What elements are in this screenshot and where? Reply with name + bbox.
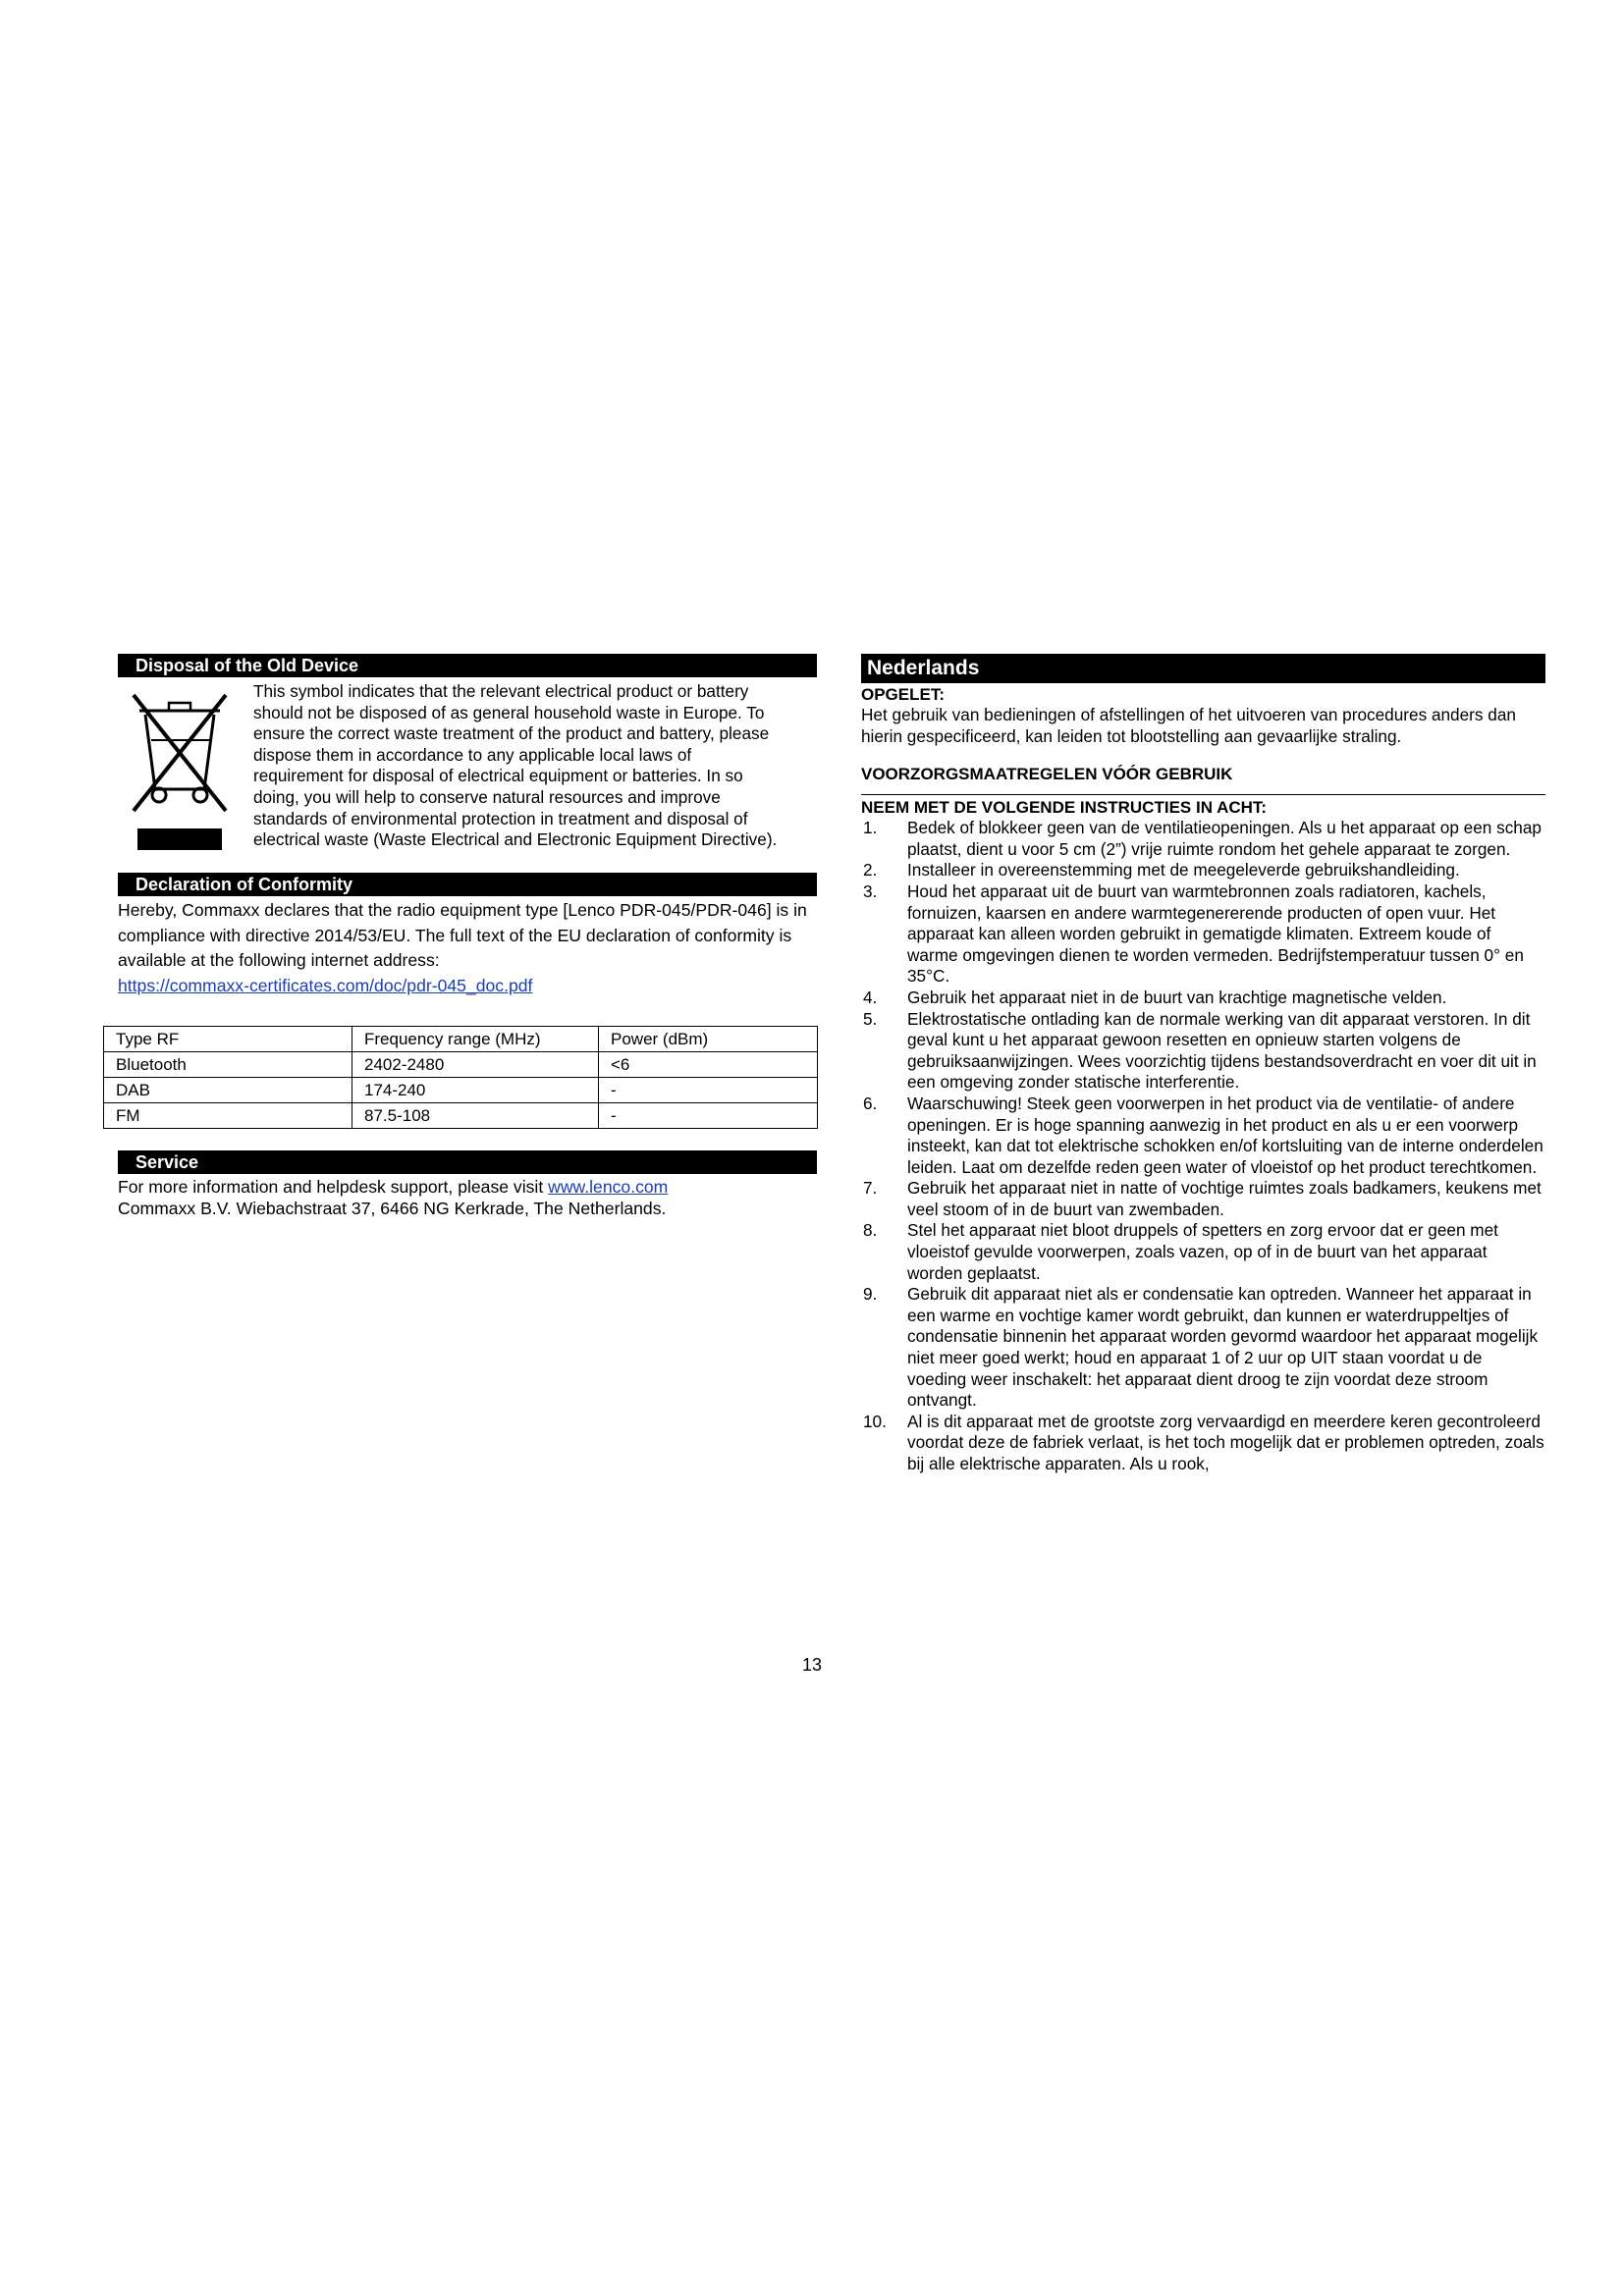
list-item-text: Gebruik dit apparaat niet als er condensatie kan optreden. Wanneer het apparaat in een warme en vochtige kamer wordt gebruikt, dan kunnen er waterdruppeltjes of condensatie binnenin het apparaat worden gevormd waardoor het apparaat mogelijk niet meer goed werkt; houd en apparaat 1 of 2 uur op UIT staan voordat u de voeding weer inschakelt: het apparaat dient droog te zijn voordat deze stroom ontvangt.: [907, 1284, 1539, 1411]
list-item-number: 2.: [863, 860, 878, 881]
table-cell: Bluetooth: [104, 1052, 352, 1078]
table-cell: 87.5-108: [352, 1103, 599, 1129]
list-item: [861, 1284, 1545, 1412]
list-item-text: Gebruik het apparaat niet in de buurt van krachtige magnetische velden.: [907, 987, 1447, 1007]
list-item: [861, 988, 1545, 1009]
declaration-body: Hereby, Commaxx declares that the radio equipment type [Lenco PDR-045/PDR-046] is in compliance with directive 2014/53/EU. The full text of the EU declaration of conformity is available at the following internet address:: [118, 900, 807, 970]
service-heading: Service: [118, 1150, 817, 1174]
list-item-number: 10.: [863, 1411, 887, 1431]
table-cell: <6: [599, 1052, 818, 1078]
list-item-text: Bedek of blokkeer geen van de ventilatieopeningen. Als u het apparaat op een schap plaatst, dient u voor 5 cm (2”) vrije ruimte rondom het gehele apparaat te zorgen.: [907, 818, 1542, 859]
list-item-text: Gebruik het apparaat niet in natte of vochtige ruimtes zoals badkamers, keukens met veel stoom of in de buurt van zwembaden.: [907, 1178, 1542, 1219]
right-column: [861, 654, 1545, 1475]
page-number: 13: [801, 1655, 823, 1675]
disposal-heading: Disposal of the Old Device: [118, 654, 817, 677]
table-cell: 2402-2480: [352, 1052, 599, 1078]
warning-heading: OPGELET:: [861, 685, 946, 704]
service-link[interactable]: www.lenco.com: [548, 1177, 669, 1197]
table-row: [104, 1052, 818, 1078]
table-header-cell: Power (dBm): [599, 1027, 818, 1052]
list-item: [861, 1220, 1545, 1284]
list-item: [861, 1412, 1545, 1475]
instructions-list: [861, 818, 1545, 1474]
list-item: [861, 1178, 1545, 1220]
table-row: [104, 1103, 818, 1129]
rf-table: [103, 1026, 818, 1129]
service-address: Commaxx B.V. Wiebachstraat 37, 6466 NG Kerkrade, The Netherlands.: [118, 1199, 667, 1218]
warning-text: Het gebruik van bedieningen of afstellingen of het uitvoeren van procedures anders dan hierin gespecificeerd, kan leiden tot blootstelling aan gevaarlijke straling.: [861, 705, 1516, 746]
list-item-text: Al is dit apparaat met de grootste zorg vervaardigd en meerdere keren gecontroleerd voordat deze de fabriek verlaat, is het toch mogelijk dat er problemen optreden, zoals bij alle elektrische apparaten. Als u rook,: [907, 1411, 1544, 1473]
list-item-text: Houd het apparaat uit de buurt van warmtebronnen zoals radiatoren, kachels, fornuizen, kaarsen en andere warmtegenererende producten of open vuur. Het apparaat kan alleen worden gebruikt in gematigde klimaten. Extreem koude of warme omgevingen dienen te worden vermeden. Bedrijfstemperatuur tussen 0° en 35°C.: [907, 881, 1524, 987]
service-body: For more information and helpdesk support, please visit: [118, 1177, 549, 1197]
list-item-text: Installeer in overeenstemming met de meegeleverde gebruikshandleiding.: [907, 860, 1460, 881]
list-item: [861, 1009, 1545, 1094]
left-column: [118, 654, 817, 1219]
list-item: [861, 1094, 1545, 1178]
declaration-text: [118, 898, 817, 998]
precautions-heading: VOORZORGSMAATREGELEN VÓÓR GEBRUIK: [861, 765, 1233, 784]
table-cell: 174-240: [352, 1078, 599, 1103]
table-header-cell: Type RF: [104, 1027, 352, 1052]
list-item-number: 6.: [863, 1093, 878, 1113]
list-item-number: 4.: [863, 987, 878, 1007]
declaration-link[interactable]: https://commaxx-certificates.com/doc/pdr-045_doc.pdf: [118, 975, 533, 995]
table-row: [104, 1078, 818, 1103]
list-item: [861, 818, 1545, 860]
list-item-text: Stel het apparaat niet bloot druppels of spetters en zorg ervoor dat er geen met vloeistof gevulde voorwerpen, zoals vazen, op of in de buurt van het apparaat worden geplaatst.: [907, 1220, 1498, 1283]
declaration-heading: Declaration of Conformity: [118, 873, 817, 896]
table-cell: -: [599, 1103, 818, 1129]
list-item-number: 5.: [863, 1008, 878, 1029]
instructions-heading: NEEM MET DE VOLGENDE INSTRUCTIES IN ACHT:: [861, 794, 1545, 818]
list-item-text: Elektrostatische ontlading kan de normale werking van dit apparaat verstoren. In dit geval kunt u het apparaat gewoon resetten en opnieuw starten volgens de gebruiksaanwijzingen. Wees voorzichtig tijdens bestandsoverdracht en voer dit uit in een omgeving zonder statische interferentie.: [907, 1008, 1537, 1093]
weee-crossed-bin-icon: [118, 681, 253, 863]
list-item-number: 7.: [863, 1178, 878, 1199]
table-header-row: [104, 1027, 818, 1052]
table-cell: -: [599, 1078, 818, 1103]
list-item-text: Waarschuwing! Steek geen voorwerpen in het product via de ventilatie- of andere openingen. Er is hoge spanning aanwezig in het product en als u er een voorwerp insteekt, kan dat tot elektrische schokken en/of kortsluiting van de interne onderdelen leiden. Laat om dezelfde reden geen water of vloeistof op het product terechtkomen.: [907, 1093, 1543, 1177]
list-item-number: 3.: [863, 881, 878, 901]
service-text: [118, 1176, 817, 1219]
table-cell: FM: [104, 1103, 352, 1129]
language-heading: Nederlands: [861, 654, 1545, 683]
table-cell: DAB: [104, 1078, 352, 1103]
disposal-section: [118, 681, 817, 863]
list-item-number: 8.: [863, 1220, 878, 1241]
table-header-cell: Frequency range (MHz): [352, 1027, 599, 1052]
disposal-text: This symbol indicates that the relevant electrical product or battery should not be disposed of as general household waste in Europe. To ensure the correct waste treatment of the product and battery, please dispose them in accordance to any applicable local laws of requirement for disposal of electrical equipment or batteries. In so doing, you will help to conserve natural resources and improve standards of environmental protection in treatment and disposal of electrical waste (Waste Electrical and Electronic Equipment Directive).: [253, 681, 778, 850]
list-item-number: 1.: [863, 818, 878, 838]
list-item: [861, 860, 1545, 881]
list-item: [861, 881, 1545, 988]
list-item-number: 9.: [863, 1284, 878, 1305]
